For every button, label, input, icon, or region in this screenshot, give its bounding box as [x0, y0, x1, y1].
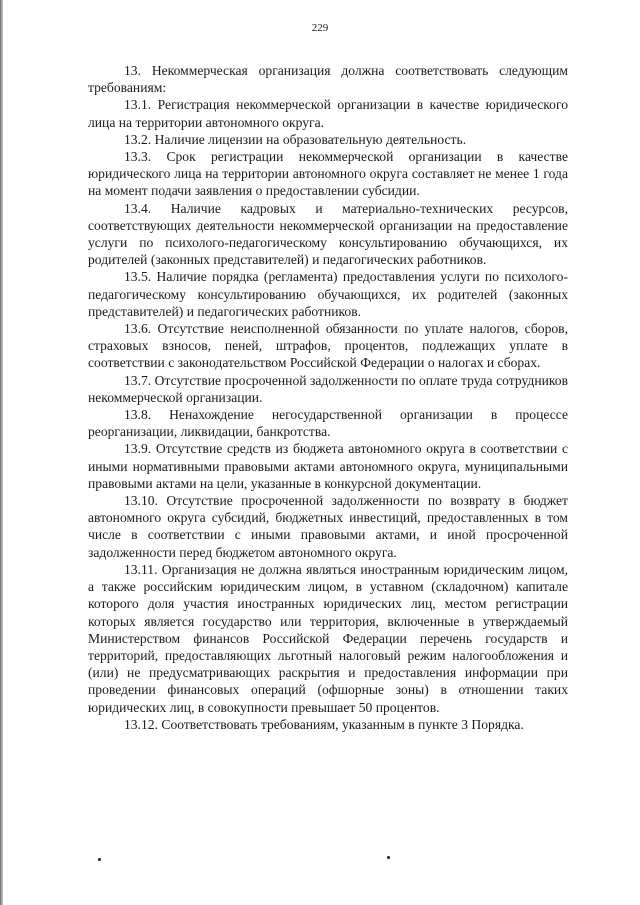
document-body — [88, 62, 568, 733]
paragraph-13: 13. Некоммерческая организация должна соответствовать следующим требованиям: — [88, 63, 568, 96]
paragraph-13-4: 13.4. Наличие кадровых и материально-технических ресурсов, соответствующих деятельности некоммерческой организации на предоставление услуги по психолого-педагогическому консультированию обучающихся, их родителей (законных представителей) и педагогических работников. — [88, 200, 568, 268]
paragraph-13-11: 13.11. Организация не должна являться иностранным юридическим лицом, а также российским юридическим лицом, в уставном (складочном) капитале которого доля участия иностранных юридических лиц, местом регистрации которых является государство или территория, включенные в утверждаемый Министерством финансов Российской Федерации перечень государств и территорий, предоставляющих льготный налоговый режим налогообложения и (или) не предусматривающих раскрытия и предоставления информации при проведении финансовых операций (офшорные зоны) в отношении таких юридических лиц, в совокупности превышает 50 процентов. — [88, 561, 568, 715]
page-number: 229 — [311, 22, 329, 34]
paragraph-13-10: 13.10. Отсутствие просроченной задолженности по возврату в бюджет автономного округа субсидий, бюджетных инвестиций, предоставленных в том числе в соответствии с иными правовыми актами, и иной просроченной задолженности перед бюджетом автономного округа. — [88, 493, 568, 560]
paragraph-13-6: 13.6. Отсутствие неисполненной обязанности по уплате налогов, сборов, страховых взносов, пеней, штрафов, процентов, подлежащих уплате в соответствии с законодательством Российской Федерации о налогах и сборах. — [88, 321, 568, 371]
paragraph-13-7: 13.7. Отсутствие просроченной задолженности по оплате труда сотрудников некоммерческой организации. — [88, 372, 568, 405]
scan-speck — [98, 858, 101, 861]
paragraph-13-2: 13.2. Наличие лицензии на образовательную деятельность. — [124, 131, 467, 147]
paragraph-13-8: 13.8. Ненахождение негосударственной организации в процессе реорганизации, ликвидации, банкротства. — [88, 407, 568, 440]
paragraph-13-1: 13.1. Регистрация некоммерческой организации в качестве юридического лица на территории автономного округа. — [88, 97, 568, 130]
paragraph-13-3: 13.3. Срок регистрации некоммерческой организации в качестве юридического лица на территории автономного округа составляет не менее 1 года на момент подачи заявления о предоставлении субсидии. — [88, 149, 568, 199]
paragraph-13-5: 13.5. Наличие порядка (регламента) предоставления услуги по психолого-педагогическому консультированию обучающихся, их родителей (законных представителей) и педагогических работников. — [88, 269, 568, 319]
paragraph-13-9: 13.9. Отсутствие средств из бюджета автономного округа в соответствии с иными нормативными правовыми актами автономного округа, муниципальными правовыми актами на цели, указанные в конкурсной документации. — [88, 441, 568, 491]
scan-speck — [387, 856, 390, 859]
scan-edge — [0, 0, 3, 905]
paragraph-13-12: 13.12. Соответствовать требованиям, указанным в пункте 3 Порядка. — [124, 716, 524, 732]
